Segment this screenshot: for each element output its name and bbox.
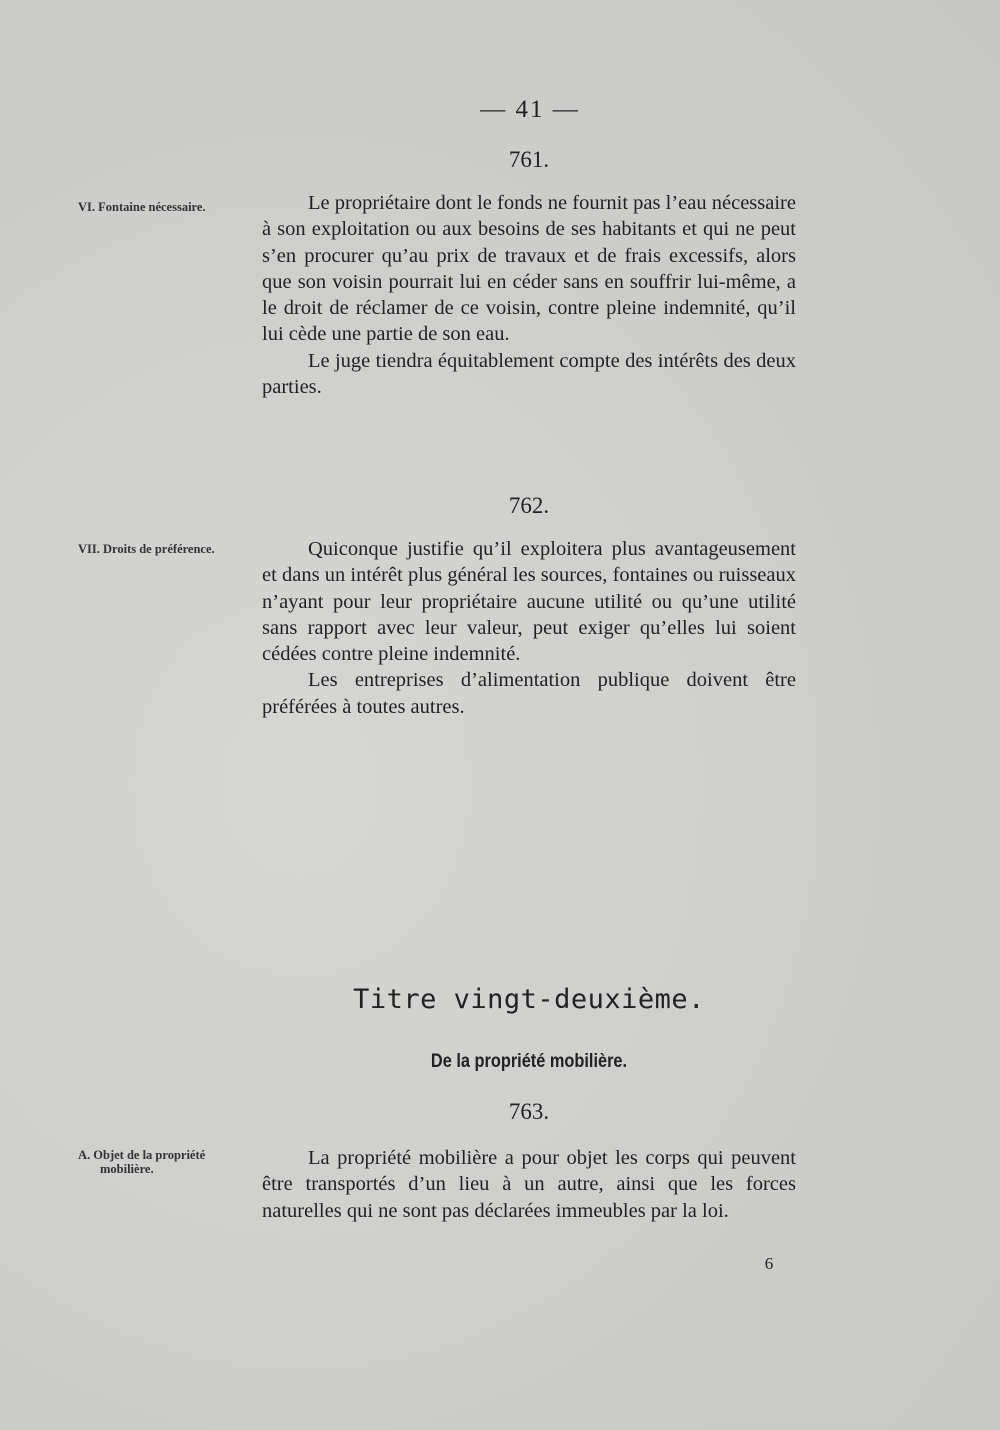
article-762-body: [262, 536, 796, 720]
sheet-signature: 6: [764, 1254, 774, 1273]
section-subtitle: De la propriété mobilière.: [430, 1051, 628, 1072]
article-number-763: 763.: [508, 1099, 550, 1124]
article-number-762: 762.: [508, 493, 550, 518]
article-761-body: [262, 190, 796, 400]
article-762-paragraph-1: Quiconque justifie qu’il exploitera plus avantageusement et dans un intérêt plus général les sources, fontaines ou ruisseaux n’ayant pour leur propriétaire aucune utilité ou qu’une utilité sans rapport avec leur valeur, peut exiger qu’elles lui soient cédées contre pleine indemnité.: [262, 538, 796, 666]
article-761-paragraph-1: Le propriétaire dont le fonds ne fournit pas l’eau nécessaire à son exploitation ou aux besoins de ses habitants et qui ne peut s’en procurer qu’au prix de travaux et de frais excessifs, alors que son voisin pourrait lui en céder sans en souffrir lui-même, a le droit de réclamer de ce voisin, contre pleine indemnité, qu’il lui cède une partie de son eau.: [262, 192, 796, 346]
article-763-body: [262, 1145, 796, 1224]
margin-note-763: A. Objet de la propriété mobilière.: [78, 1148, 206, 1176]
article-763-paragraph-1: La propriété mobilière a pour objet les corps qui peuvent être transportés d’un lieu à un autre, ainsi que les forces naturelles qui ne sont pas déclarées immeubles par la loi.: [262, 1147, 796, 1222]
margin-note-761: VI. Fontaine nécessaire.: [78, 200, 206, 214]
article-761-paragraph-2: Le juge tiendra équitablement compte des intérêts des deux parties.: [262, 349, 796, 399]
article-762-paragraph-2: Les entreprises d’alimentation publique doivent être préférées à toutes autres.: [262, 669, 796, 718]
section-title: Titre vingt-deuxième.: [353, 984, 705, 1015]
page-number: — 41 —: [480, 96, 580, 123]
article-number-761: 761.: [508, 147, 550, 172]
margin-note-762: VII. Droits de préférence.: [78, 542, 215, 556]
